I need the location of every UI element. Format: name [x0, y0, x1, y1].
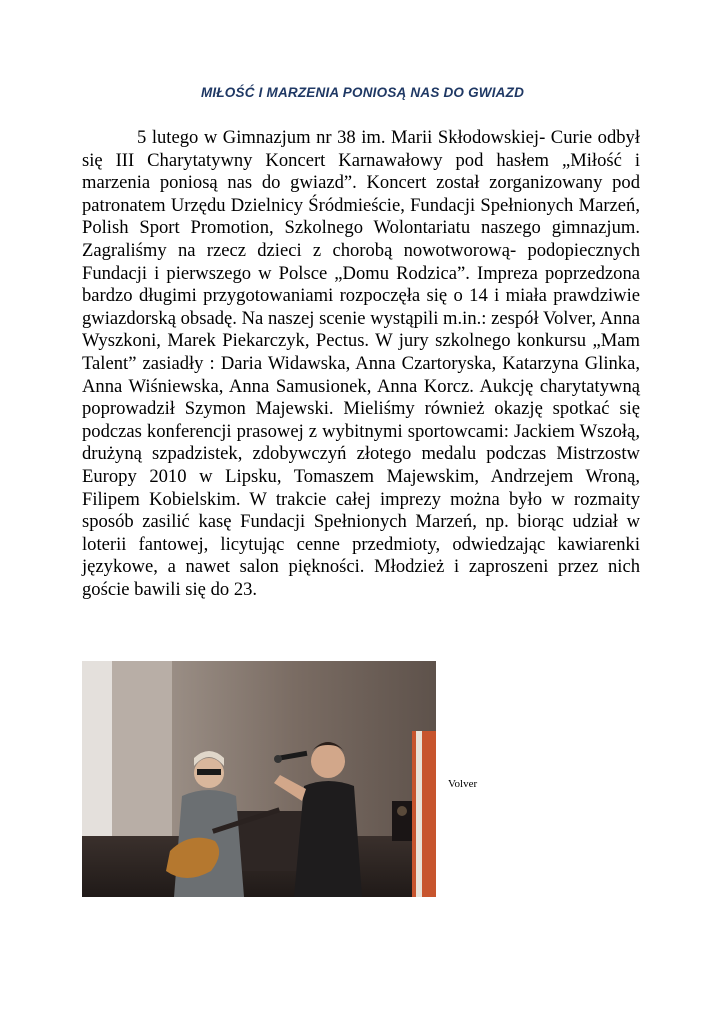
concert-photo — [82, 661, 436, 897]
photo-caption: Volver — [448, 778, 478, 790]
document-title: MIŁOŚĆ I MARZENIA PONIOSĄ NAS DO GWIAZD — [200, 85, 525, 100]
article-paragraph: 5 lutego w Gimnazjum nr 38 im. Marii Skłodowskiej- Curie odbył się III Charytatywny Koncert Karnawałowy pod hasłem „Miłość i marzenia poniosą nas do gwiazd”. Koncert został zorganizowany pod patronatem Urzędu Dzielnicy Śródmieście, Fundacji Spełnionych Marzeń, Polish Sport Promotion, Szkolnego Wolontariatu naszego gimnazjum. Zagraliśmy na rzecz dzieci z chorobą nowotworową- podopiecznych Fundacji i pierwszego w Polsce „Domu Rodzica”. Impreza poprzedzona bardzo długimi przygotowaniami rozpoczęła się o 14 i miała prawdziwie gwiazdorską obsadę. Na naszej scenie wystąpili m.in.: zespół Volver, Anna Wyszkoni, Marek Piekarczyk, Pectus. W jury szkolnego konkursu „Mam Talent” zasiadły : Daria Widawska, Anna Czartoryska, Katarzyna Glinka, Anna Wiśniewska, Anna Samusionek, Anna Korcz. Aukcję charytatywną poprowadził Szymon Majewski. Mieliśmy również okazję spotkać się podczas konferencji prasowej z wybitnymi sportowcami: Jackiem Wszołą, drużyną szpadzistek, zdobywczyń złotego medalu podczas Mistrzostw Europy 2010 w Lipsku, Tomaszem Majewskim, Andrzejem Wroną, Filipem Kobielskim. W trakcie całej imprezy można było w rozmaity sposób zasilić kasę Fundacji Spełnionych Marzeń, np. biorąc udział w loterii fantowej, licytując cenne przedmioty, odwiedzając kawiarenki językowe, a nawet salon piękności. Młodzież i zaproszeni przez nich goście bawili się do 23. — [82, 127, 640, 600]
